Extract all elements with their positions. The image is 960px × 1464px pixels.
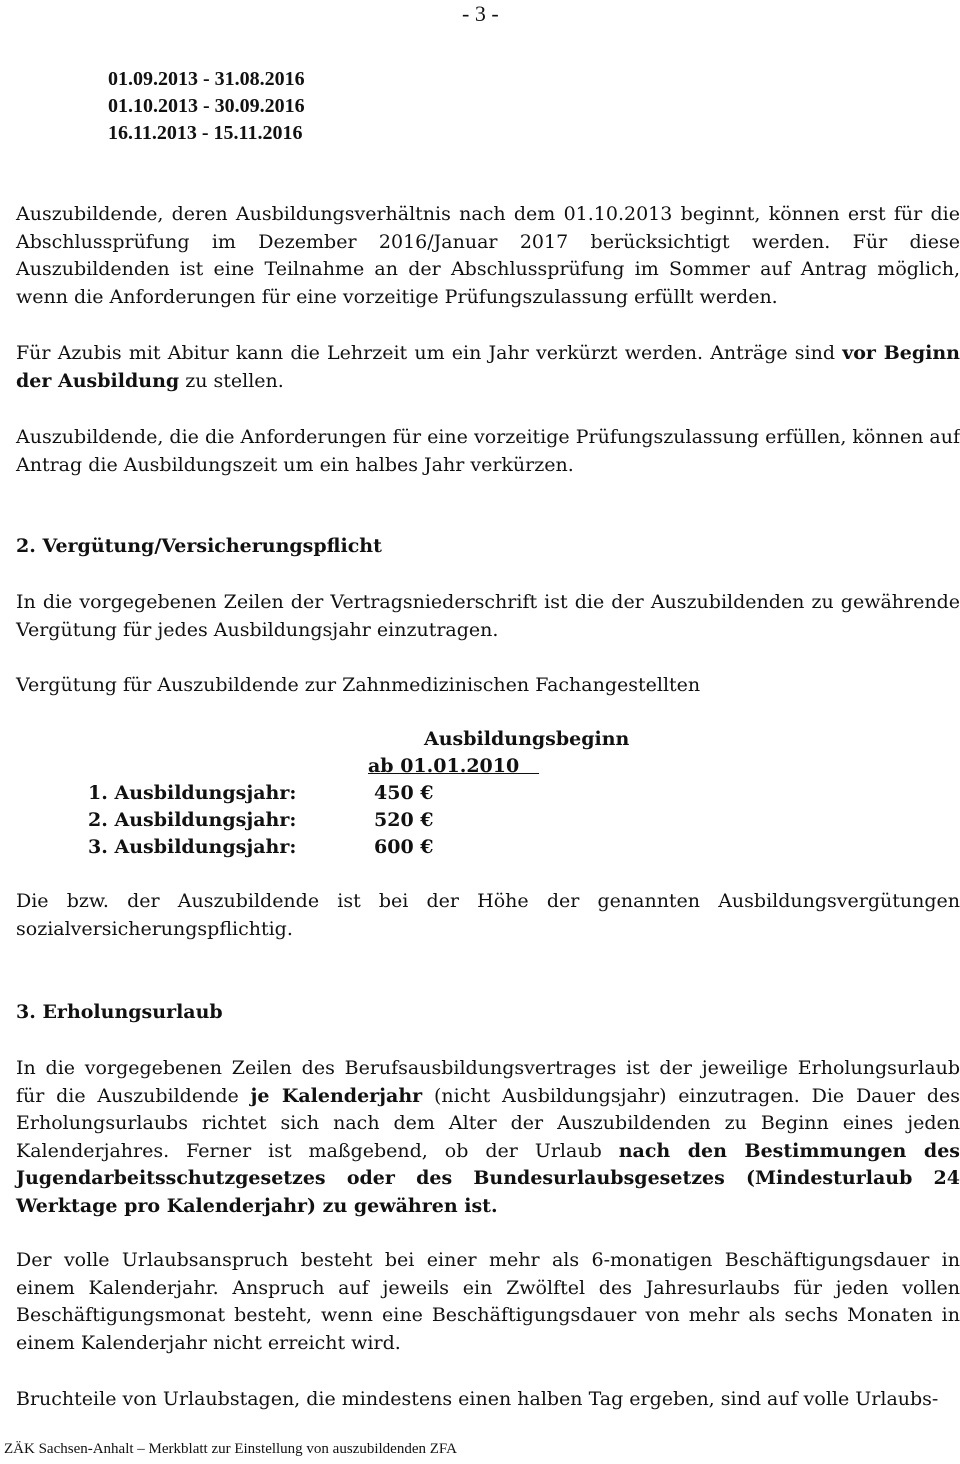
paragraph-abitur [16,340,960,395]
page-number: - 3 - [462,1,499,26]
pay-table [0,726,960,866]
section-heading-urlaub: 3. Erholungsurlaub [16,1001,223,1023]
paragraph-urlaub [16,1055,960,1220]
date-range: 01.09.2013 - 31.08.2016 [108,68,305,90]
paragraph-verguetung: In die vorgegebenen Zeilen der Vertragsniederschrift ist die der Auszubildenden zu gewährende Vergütung für jedes Ausbildungsjahr einzutragen. [16,591,960,641]
paragraph-exam-eligibility: Auszubildende, deren Ausbildungsverhältnis nach dem 01.10.2013 beginnt, können erst für die Abschlussprüfung im Dezember 2016/Januar 2017 berücksichtigt werden. Für diese Auszubildenden ist eine Teilnahme an der Abschlussprüfung im Sommer auf Antrag möglich, wenn die Anforderungen für eine vorzeitige Prüfungszulassung erfüllt werden. [16,203,960,308]
amount: 450 € [374,782,434,804]
emphasis: je Kalenderjahr [250,1084,423,1107]
date-range: 16.11.2013 - 15.11.2016 [108,122,303,144]
paragraph-urlaubsanspruch: Der volle Urlaubsanspruch besteht bei einer mehr als 6-monatigen Beschäftigungsdauer in einem Kalenderjahr. Anspruch auf jeweils ein Zwölftel des Jahresurlaubs für jeden vollen Beschäftigungsmonat besteht, wenn eine Beschäftigungsdauer von mehr als sechs Monaten in einem Kalenderjahr nicht erreicht wird. [16,1249,960,1354]
emphasis: nach den Bestimmungen des Jugendarbeitsschutzgesetzes oder des Bundesurlaubsgesetzes (Mindesturlaub 24 Werktage pro Kalenderjahr) zu gewähren ist. [16,1139,960,1217]
amount: 600 € [374,836,434,858]
table-row [88,807,508,834]
section-heading-verguetung: 2. Vergütung/Versicherungspflicht [16,535,382,557]
paragraph-bruchteile: Bruchteile von Urlaubstagen, die mindestens einen halben Tag ergeben, sind auf volle Urlaubs- [16,1388,939,1410]
pay-table-subheader: ab 01.01.2010 [368,755,540,777]
paragraph-verguetung-subtitle: Vergütung für Auszubildende zur Zahnmedizinischen Fachangestellten [16,674,701,696]
paragraph-social-insurance: Die bzw. der Auszubildende ist bei der Höhe der genannten Ausbildungsvergütungen sozialversicherungspflichtig. [16,890,960,940]
table-row [88,834,508,861]
text: zu stellen. [179,369,284,392]
text: (nicht Ausbildungsjahr) einzutragen. Die Dauer des Erholungsurlaubs richtet sich nach dem Alter der Auszubildenden zu Beginn eines jeden Kalenderjahres. Ferner ist maßgebend, ob der Urlaub [16,1084,960,1162]
year-label: 2. Ausbildungsjahr: [88,809,297,831]
amount: 520 € [374,809,434,831]
date-list [108,66,305,147]
pay-table-header: Ausbildungsbeginn [424,728,630,750]
footer: ZÄK Sachsen-Anhalt – Merkblatt zur Einstellung von auszubildenden ZFA [4,1441,457,1457]
year-label: 1. Ausbildungsjahr: [88,782,297,804]
year-label: 3. Ausbildungsjahr: [88,836,297,858]
emphasis: vor Beginn der Ausbildung [16,342,960,392]
table-row [88,780,508,807]
paragraph-shortening: Auszubildende, die die Anforderungen für eine vorzeitige Prüfungszulassung erfüllen, können auf Antrag die Ausbildungszeit um ein halbes Jahr verkürzen. [16,426,960,476]
date-range: 01.10.2013 - 30.09.2016 [108,95,305,117]
text: Für Azubis mit Abitur kann die Lehrzeit um ein Jahr verkürzt werden. Anträge sind [16,342,843,364]
text: In die vorgegebenen Zeilen des Berufsausbildungsvertrages ist der jeweilige Erholungsurlaub für die Auszubildende [16,1057,960,1107]
